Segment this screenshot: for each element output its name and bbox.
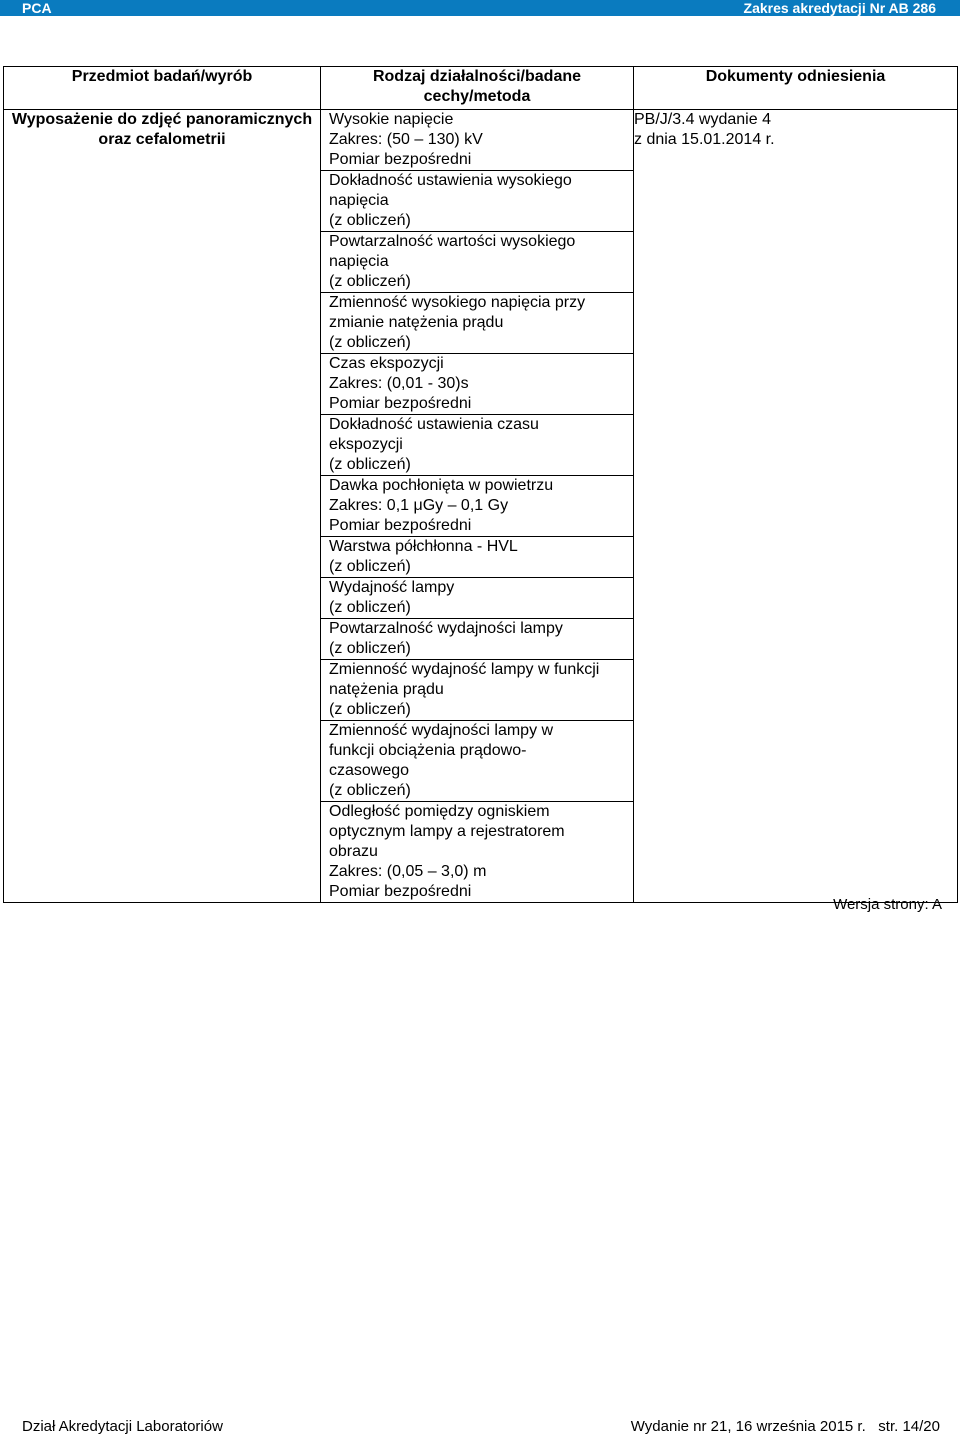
feature-line: Zakres: 0,1 μGy – 0,1 Gy [329,497,509,514]
feature-line: Pomiar bezpośredni [329,883,472,900]
header-title: Zakres akredytacji Nr AB 286 [743,0,936,16]
document-date: z dnia 15.01.2014 r. [634,131,775,148]
feature-line: (z obliczeń) [329,558,411,575]
documents-cell [634,110,958,903]
feature-line: czasowego [329,762,410,779]
feature-line: Wydajność lampy [329,579,455,596]
feature-block [321,577,633,618]
feature-line: (z obliczeń) [329,701,411,718]
feature-line: Dokładność ustawienia czasu [329,416,539,433]
feature-line: funkcji obciążenia prądowo- [329,742,527,759]
feature-block [321,801,633,902]
feature-line: natężenia prądu [329,681,444,698]
header-feature: Rodzaj działalności/badane cechy/metoda [321,67,634,110]
feature-block [321,231,633,292]
feature-block [321,659,633,720]
feature-line: (z obliczeń) [329,273,411,290]
feature-block [321,720,633,801]
feature-line: Zmienność wydajność lampy w funkcji [329,661,600,678]
feature-line: Powtarzalność wartości wysokiego [329,233,576,250]
feature-line: Dokładność ustawienia wysokiego [329,172,572,189]
feature-line: napięcia [329,253,389,270]
feature-line: Zakres: (50 – 130) kV [329,131,483,148]
features-list [321,110,633,902]
feature-line: Zakres: (0,05 – 3,0) m [329,863,487,880]
feature-line: Powtarzalność wydajności lampy [329,620,563,637]
page-version: Wersja strony: A [833,896,942,913]
feature-line: optycznym lampy a rejestratorem [329,823,565,840]
feature-line: ekspozycji [329,436,403,453]
feature-line: Zakres: (0,01 - 30)s [329,375,469,392]
feature-block [321,292,633,353]
feature-block [321,170,633,231]
feature-block [321,110,633,170]
header-org: PCA [22,0,52,16]
header-bar [0,0,960,16]
header-documents: Dokumenty odniesienia [634,67,958,110]
footer-department: Dział Akredytacji Laboratoriów [22,1418,223,1435]
feature-line: Dawka pochłonięta w powietrzu [329,477,554,494]
footer-edition-page [631,1418,940,1436]
feature-line: Wysokie napięcie [329,111,454,128]
feature-line: Pomiar bezpośredni [329,395,472,412]
features-cell [321,110,634,903]
feature-line: Pomiar bezpośredni [329,517,472,534]
feature-line: napięcia [329,192,389,209]
feature-block [321,414,633,475]
feature-line: Czas ekspozycji [329,355,444,372]
feature-line: Warstwa półchłonna - HVL [329,538,518,555]
document-ref: PB/J/3.4 wydanie 4 [634,111,771,128]
feature-line: zmianie natężenia prądu [329,314,504,331]
feature-block [321,475,633,536]
header-subject: Przedmiot badań/wyrób [4,67,321,110]
feature-line: (z obliczeń) [329,456,411,473]
feature-line: (z obliczeń) [329,782,411,799]
feature-line: (z obliczeń) [329,599,411,616]
accreditation-table [3,66,958,903]
feature-block [321,618,633,659]
feature-line: Pomiar bezpośredni [329,151,472,168]
feature-line: (z obliczeń) [329,212,411,229]
footer-page-number: str. 14/20 [878,1418,940,1435]
feature-line: Odległość pomiędzy ogniskiem [329,803,550,820]
feature-line: obrazu [329,843,378,860]
feature-line: (z obliczeń) [329,334,411,351]
feature-line: Zmienność wysokiego napięcia przy [329,294,586,311]
subject-cell: Wyposażenie do zdjęć panoramicznych oraz cefalometrii [4,110,321,903]
feature-line: Zmienność wydajności lampy w [329,722,554,739]
footer-edition: Wydanie nr 21, 16 września 2015 r. [630,1418,866,1435]
feature-line: (z obliczeń) [329,640,411,657]
feature-block [321,353,633,414]
feature-block [321,536,633,577]
